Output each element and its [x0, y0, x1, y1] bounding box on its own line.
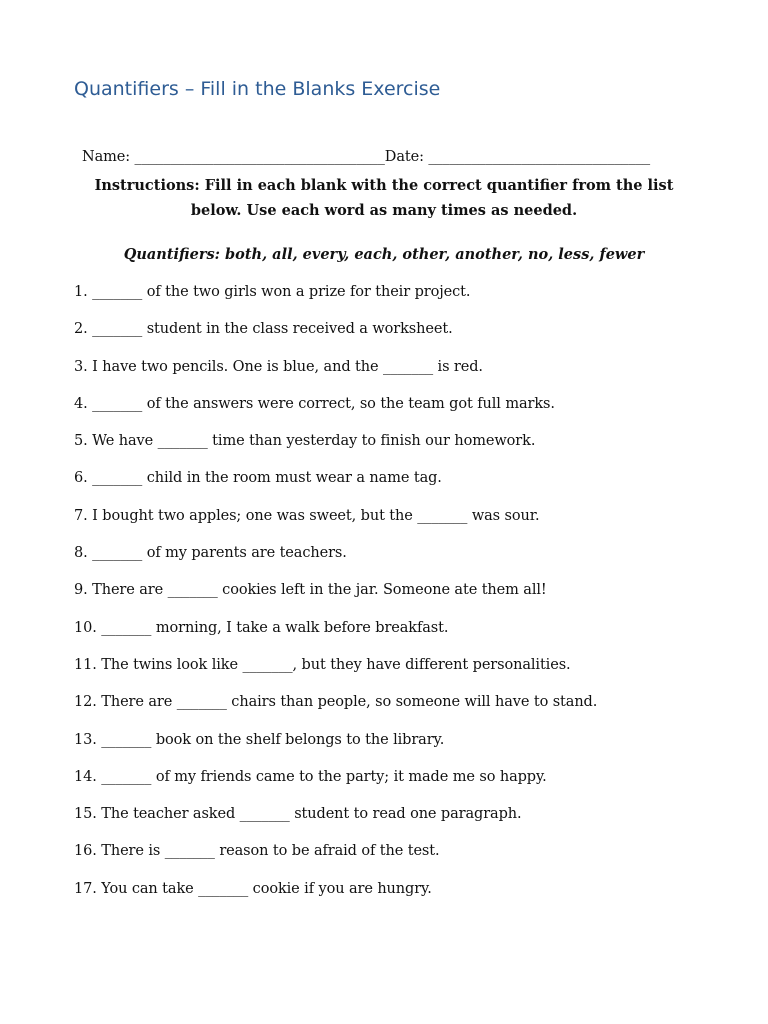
question-item: 11. The twins look like _______, but they have different personalities. [74, 656, 571, 673]
question-item: 13. _______ book on the shelf belongs to the library. [74, 731, 445, 748]
question-item: 15. The teacher asked _______ student to read one paragraph. [74, 806, 522, 823]
question-item: 8. _______ of my parents are teachers. [74, 545, 347, 562]
question-item: 1. _______ of the two girls won a prize for their project. [74, 284, 471, 300]
name-date-line: Name: ___________________________________Date: _______________________________ [82, 149, 651, 165]
question-item: 9. There are _______ cookies left in the jar. Someone ate them all! [74, 582, 547, 599]
question-item: 12. There are _______ chairs than people, so someone will have to stand. [74, 694, 598, 711]
question-item: 14. _______ of my friends came to the party; it made me so happy. [74, 768, 547, 785]
quantifier-list: Quantifiers: both, all, every, each, other, another, no, less, fewer [123, 246, 645, 263]
question-item: 17. You can take _______ cookie if you are hungry. [74, 880, 432, 897]
question-item: 3. I have two pencils. One is blue, and the _______ is red. [74, 358, 483, 375]
instructions: Instructions: Fill in each blank with the correct quantifier from the list below. Use each word as many times as needed. [94, 177, 674, 219]
question-item: 6. _______ child in the room must wear a name tag. [74, 470, 442, 487]
question-list [74, 284, 714, 918]
question-item: 16. There is _______ reason to be afraid of the test. [74, 843, 440, 860]
page-title: Quantifiers – Fill in the Blanks Exercise [74, 78, 441, 100]
question-item: 5. We have _______ time than yesterday to finish our homework. [74, 433, 536, 450]
question-item: 4. _______ of the answers were correct, so the team got full marks. [74, 395, 555, 412]
question-item: 2. _______ student in the class received a worksheet. [74, 321, 453, 338]
question-item: 10. _______ morning, I take a walk before breakfast. [74, 619, 449, 636]
question-item: 7. I bought two apples; one was sweet, but the _______ was sour. [74, 507, 540, 524]
